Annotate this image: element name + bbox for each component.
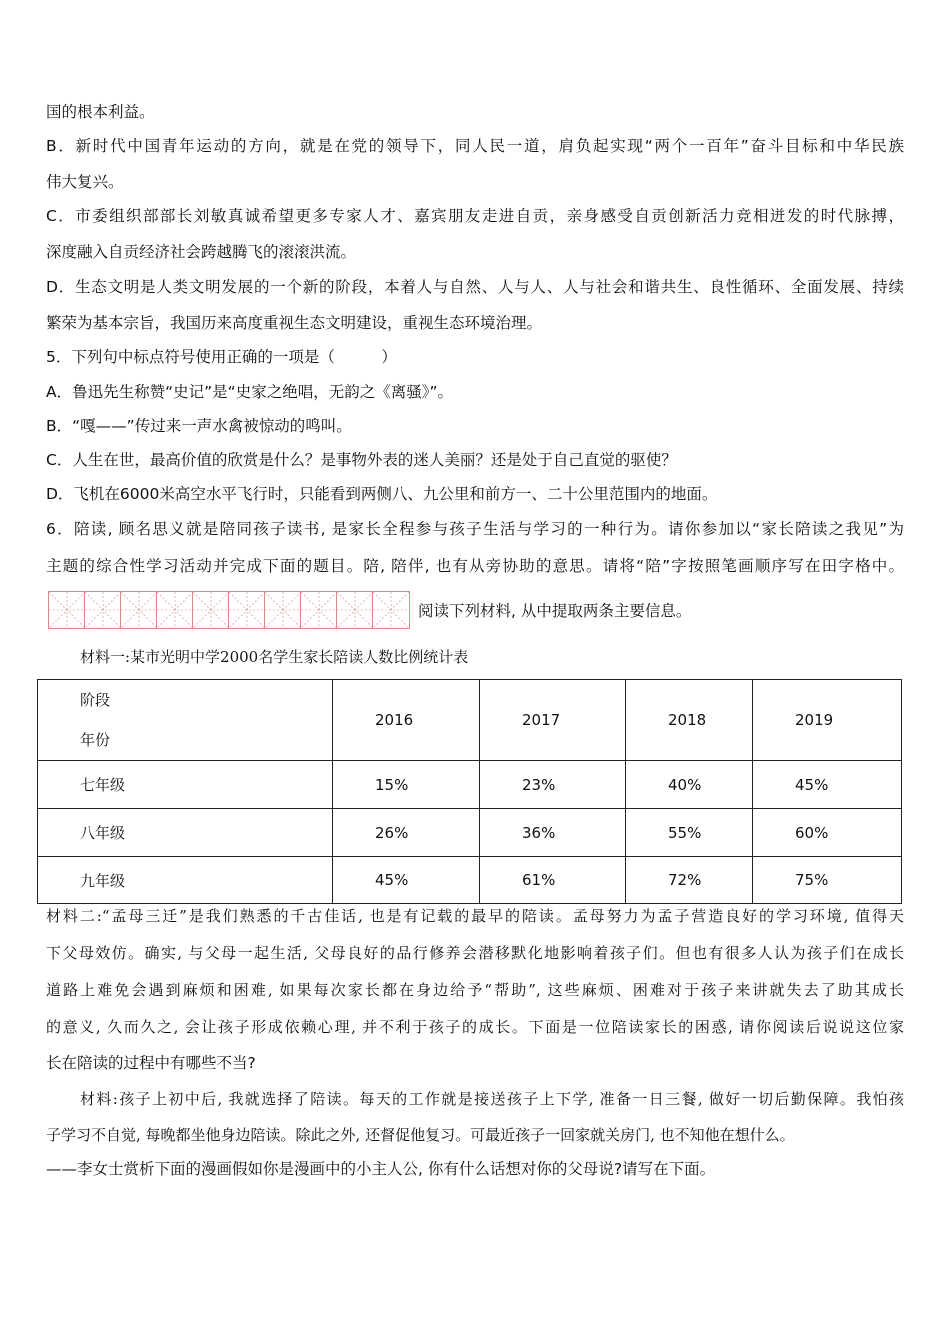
grade-label: 九年级 (38, 857, 333, 904)
value-cell: 15% (333, 761, 480, 809)
year-header: 2017 (480, 680, 626, 761)
q5-option-a: A．鲁迅先生称赞“史记”是“史家之绝唱，无韵之《离骚》”。 (46, 383, 453, 401)
value-cell: 23% (480, 761, 626, 809)
q5-option-b: B．“嘎——”传过来一声水禽被惊动的鸣叫。 (46, 417, 352, 435)
year-header: 2016 (333, 680, 480, 761)
material-3-line: 子学习不自觉, 每晚都坐他身边陪读。除此之外, 还督促他复习。可最近孩子一回家就关房门, 也不知他在想什么。 (46, 1126, 795, 1144)
material-3-line: 材料:孩子上初中后, 我就选择了陪读。每天的工作就是接送孩子上下学, 准备一日三餐, 做好一切后勤保障。我怕孩 (80, 1090, 904, 1108)
question-5: 5．下列句中标点符号使用正确的一项是（ ） (46, 348, 397, 366)
grid-cell[interactable] (193, 592, 229, 628)
grid-cell[interactable] (157, 592, 193, 628)
header-corner-cell (38, 680, 333, 761)
table-row (38, 857, 902, 904)
material-2-line: 长在陪读的过程中有哪些不当? (46, 1054, 256, 1072)
text-line: 伟大复兴。 (46, 173, 124, 191)
text-line: 繁荣为基本宗旨，我国历来高度重视生态文明建设，重视生态环境治理。 (46, 314, 543, 332)
value-cell: 61% (480, 857, 626, 904)
header-stage: 阶段 (80, 691, 111, 709)
table-row (38, 761, 902, 809)
grid-cell[interactable] (265, 592, 301, 628)
grid-cell[interactable] (373, 592, 409, 628)
statistics-table (37, 679, 902, 904)
value-cell: 26% (333, 809, 480, 857)
value-cell: 45% (333, 857, 480, 904)
year-header: 2018 (626, 680, 753, 761)
tian-zi-grid[interactable] (48, 591, 410, 629)
header-year: 年份 (80, 731, 111, 749)
grid-cell[interactable] (49, 592, 85, 628)
value-cell: 72% (626, 857, 753, 904)
grid-cell[interactable] (337, 592, 373, 628)
grid-cell[interactable] (85, 592, 121, 628)
value-cell: 55% (626, 809, 753, 857)
grid-cell[interactable] (121, 592, 157, 628)
option-b-line: B．新时代中国青年运动的方向，就是在党的领导下，同人民一道，肩负起实现“两个一百年”奋斗目标和中华民族 (46, 137, 904, 155)
grid-cell[interactable] (229, 592, 265, 628)
value-cell: 36% (480, 809, 626, 857)
instruction-text: 阅读下列材料, 从中提取两条主要信息。 (418, 602, 692, 620)
q5-option-c: C．人生在世，最高价值的欣赏是什么？是事物外表的迷人美丽？还是处于自己直觉的驱使？ (46, 451, 677, 469)
question-6-cont: 主题的综合性学习活动并完成下面的题目。陪, 陪伴, 也有从旁协助的意思。请将“陪”字按照笔画顺序写在田字格中。 (46, 557, 904, 575)
value-cell: 45% (753, 761, 902, 809)
question-6: 6．陪读, 顾名思义就是陪同孩子读书, 是家长全程参与孩子生活与学习的一种行为。请你参加以“家长陪读之我见”为 (46, 520, 904, 538)
q5-option-d: D．飞机在6000米高空水平飞行时，只能看到两侧八、九公里和前方一、二十公里范围内的地面。 (46, 485, 718, 503)
material-2-line: 的意义, 久而久之, 会让孩子形成依赖心理, 并不利于孩子的成长。下面是一位陪读家长的困惑, 请你阅读后说说这位家 (46, 1018, 904, 1036)
grid-cell[interactable] (301, 592, 337, 628)
prompt-line: ——李女士赏析下面的漫画假如你是漫画中的小主人公, 你有什么话想对你的父母说?请写在下面。 (46, 1160, 716, 1178)
material-2-line: 道路上难免会遇到麻烦和困难, 如果每次家长都在身边给予“帮助”, 这些麻烦、困难对于孩子来讲就失去了助其成长 (46, 981, 904, 999)
year-header: 2019 (753, 680, 902, 761)
material-2-line: 材料二:“孟母三迁”是我们熟悉的千古佳话, 也是有记载的最早的陪读。孟母努力为孟子营造良好的学习环境, 值得天 (46, 907, 904, 925)
grade-label: 八年级 (38, 809, 333, 857)
value-cell: 60% (753, 809, 902, 857)
option-d-line: D．生态文明是人类文明发展的一个新的阶段，本着人与自然、人与人、人与社会和谐共生、良性循环、全面发展、持续 (46, 278, 904, 296)
table-title: 材料一:某市光明中学2000名学生家长陪读人数比例统计表 (80, 648, 469, 666)
material-2-line: 下父母效仿。确实, 与父母一起生活, 父母良好的品行修养会潜移默化地影响着孩子们。但也有很多人认为孩子们在成长 (46, 944, 904, 962)
option-c-line: C．市委组织部部长刘敏真诚希望更多专家人才、嘉宾朋友走进自贡，亲身感受自贡创新活力竞相迸发的时代脉搏， (46, 207, 904, 225)
table-row (38, 809, 902, 857)
table-header-row (38, 680, 902, 761)
grade-label: 七年级 (38, 761, 333, 809)
value-cell: 40% (626, 761, 753, 809)
text-line: 国的根本利益。 (46, 103, 155, 121)
text-line: 深度融入自贡经济社会跨越腾飞的滚滚洪流。 (46, 243, 357, 261)
value-cell: 75% (753, 857, 902, 904)
